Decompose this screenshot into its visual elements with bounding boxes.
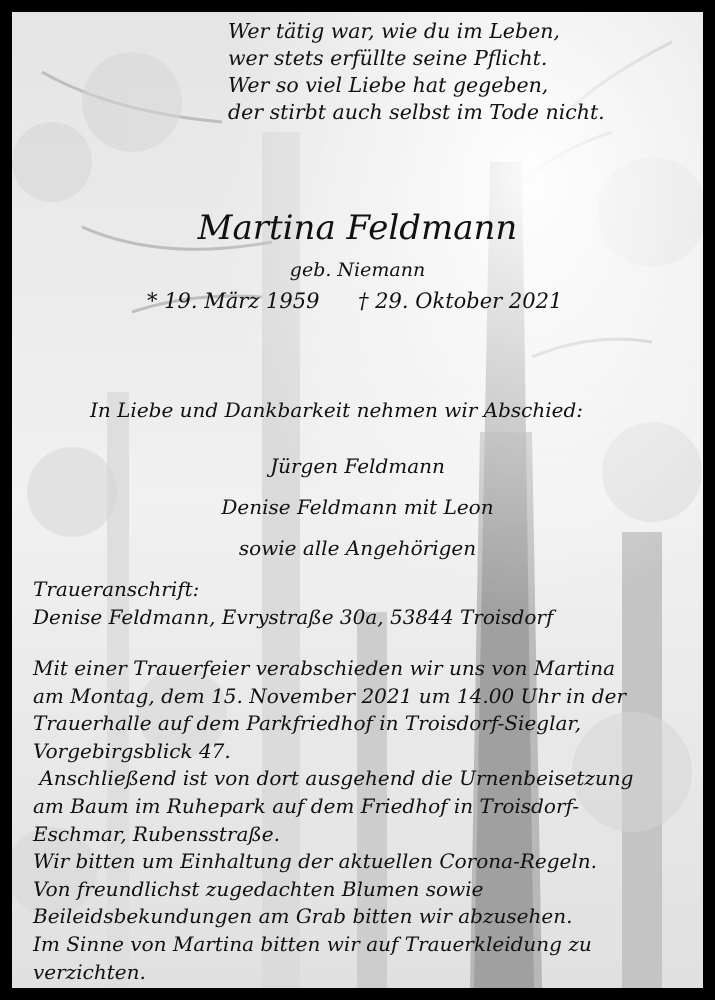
details-line: verzichten. — [33, 959, 146, 984]
address-line: Denise Feldmann, Evrystraße 30a, 53844 Troisdorf — [33, 605, 554, 629]
deceased-name: Martina Feldmann — [197, 208, 518, 248]
memorial-poem — [228, 18, 605, 126]
farewell-line: In Liebe und Dankbarkeit nehmen wir Abschied: — [90, 398, 583, 422]
mourning-address — [33, 575, 553, 631]
details-line: Wir bitten um Einhaltung der aktuellen Corona-Regeln. — [33, 849, 598, 874]
details-line: am Baum im Ruhepark auf dem Friedhof in Troisdorf- — [33, 793, 579, 818]
funeral-details — [33, 655, 633, 986]
details-line: Vorgebirgsblick 47. — [33, 738, 231, 763]
poem-line: Wer so viel Liebe hat gegeben, — [228, 73, 549, 97]
mourner-name: Denise Feldmann mit Leon — [221, 495, 494, 519]
details-line: Eschmar, Rubensstraße. — [33, 821, 280, 846]
details-line: Von freundlichst zugedachten Blumen sowie — [33, 876, 484, 901]
details-line: Mit einer Trauerfeier verabschieden wir uns von Martina — [33, 656, 616, 680]
poem-line: der stirbt auch selbst im Tode nicht. — [228, 100, 605, 124]
details-line: am Montag, dem 15. November 2021 um 14.00 Uhr in der — [33, 683, 627, 708]
mourner-name: sowie alle Angehörigen — [238, 536, 477, 560]
details-line: Trauerhalle auf dem Parkfriedhof in Troisdorf-Sieglar, — [33, 711, 582, 736]
poem-line: wer stets erfüllte seine Pflicht. — [228, 46, 548, 70]
details-line: Im Sinne von Martina bitten wir auf Trauerkleidung zu — [33, 931, 592, 956]
death-date: † 29. Oktober 2021 — [358, 289, 563, 313]
details-line: Anschließend ist von dort ausgehend die Urnenbeisetzung — [33, 766, 634, 791]
birth-name: geb. Niemann — [289, 259, 426, 281]
poem-line: Wer tätig war, wie du im Leben, — [228, 19, 560, 43]
details-line: Beileidsbekundungen am Grab bitten wir abzusehen. — [33, 904, 573, 929]
mourner-name: Jürgen Feldmann — [270, 454, 445, 478]
birth-date: * 19. März 1959 — [147, 289, 320, 313]
address-label: Traueranschrift: — [33, 577, 200, 601]
